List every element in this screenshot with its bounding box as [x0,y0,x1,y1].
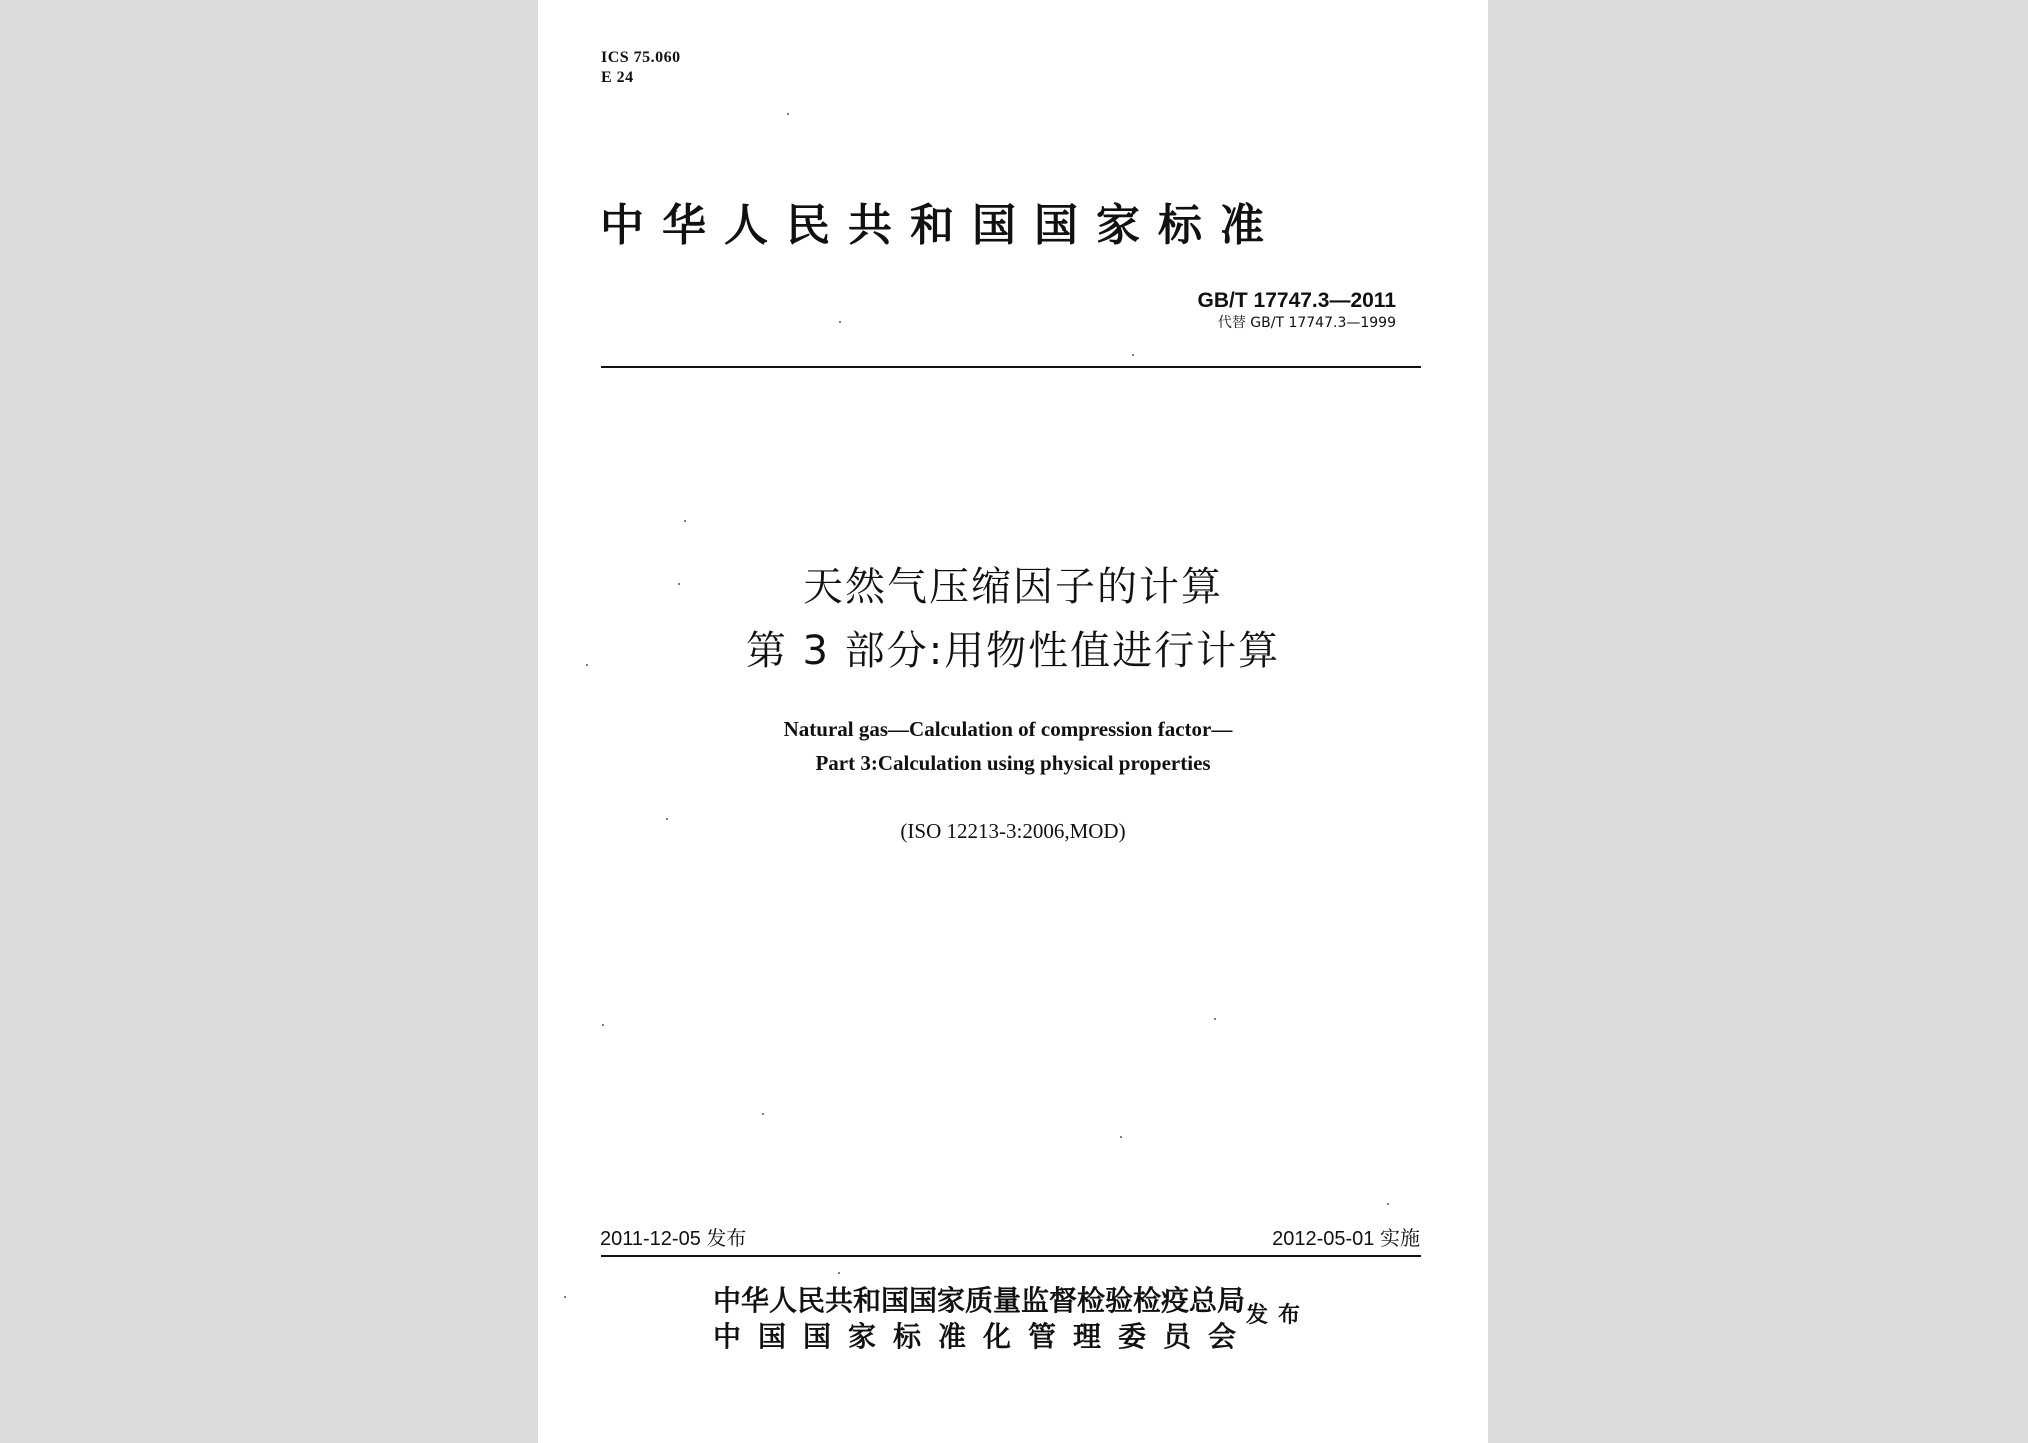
document-page [538,0,1488,1443]
standard-number: GB/T 17747.3—2011 [1197,289,1396,312]
publish-label: 发布 [1246,1303,1311,1328]
scan-speck [1387,1203,1389,1205]
chinese-title-line1: 天然气压缩因子的计算 [803,564,1223,610]
chinese-title-line2: 第 3 部分:用物性值进行计算 [745,628,1281,674]
scan-speck [684,520,686,522]
implementation-date: 2012-05-01 实施 [1272,1228,1420,1250]
ics-code: ICS 75.060 [601,49,681,66]
publisher-line1: 中华人民共和国国家质量监督检验检疫总局 [713,1284,1246,1317]
scan-speck [1120,1136,1122,1138]
footer-divider [601,1255,1421,1257]
scan-speck [1214,1018,1216,1020]
scan-speck [666,818,668,820]
iso-reference: (ISO 12213-3:2006,MOD) [900,819,1126,843]
replaces-standard: 代替 GB/T 17747.3—1999 [1217,315,1396,331]
scan-speck [678,583,680,585]
scan-speck [602,1024,604,1026]
ccs-code: E 24 [601,69,634,86]
header-divider [601,366,1421,368]
issue-date: 2011-12-05 发布 [600,1228,747,1250]
scan-speck [787,113,789,115]
english-title-line1: Natural gas—Calculation of compression factor— [783,717,1233,741]
scan-speck [564,1296,566,1298]
publisher-line2: 中国国家标准化管理委员会 [713,1320,1254,1353]
scan-speck [1132,354,1134,356]
scan-speck [762,1113,764,1115]
classification-codes [601,48,681,88]
scan-speck [586,664,588,666]
scan-speck [839,321,841,323]
scan-speck [838,1272,840,1274]
national-standard-title: 中华人民共和国国家标准 [600,200,1282,251]
english-title-line2: Part 3:Calculation using physical properties [815,751,1211,775]
